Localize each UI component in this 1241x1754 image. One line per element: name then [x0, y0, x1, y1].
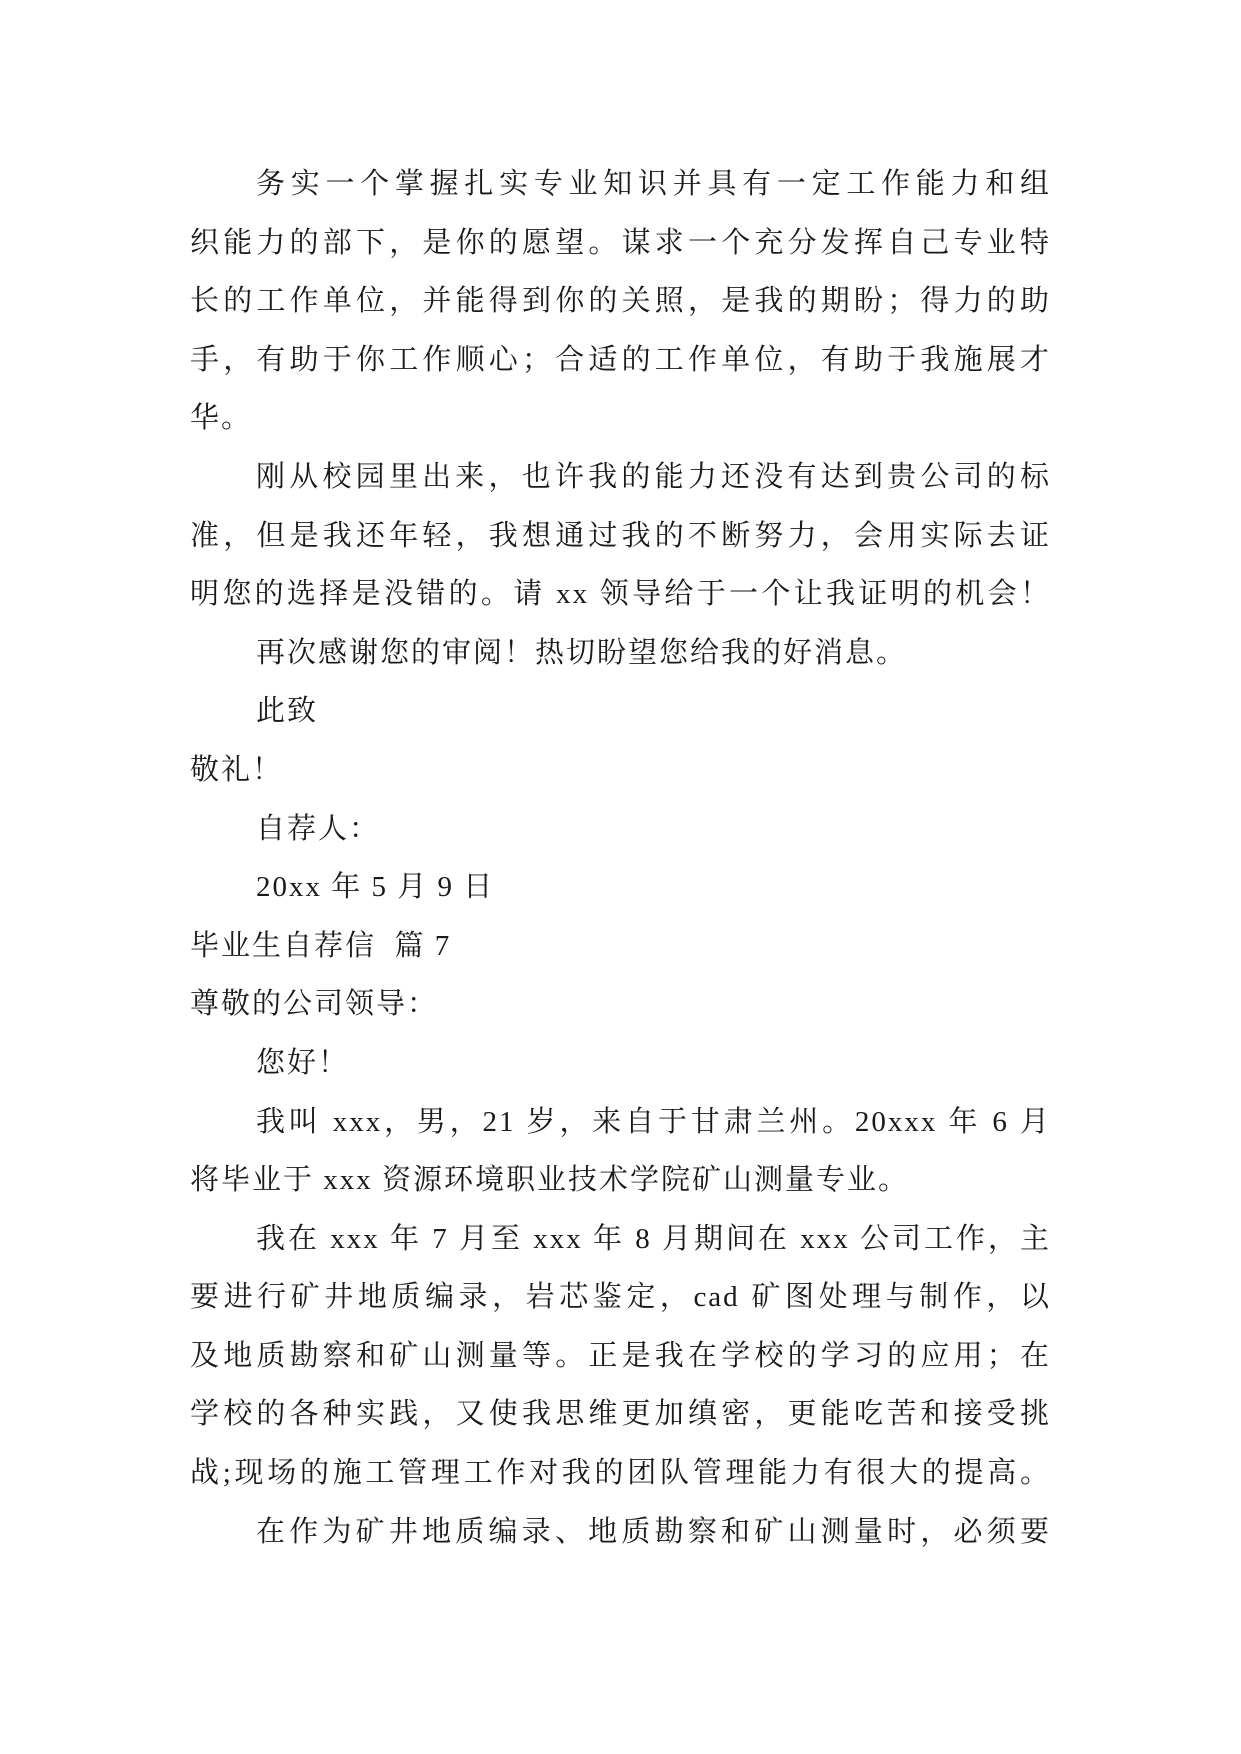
greeting: 您好！ — [256, 1046, 350, 1079]
text-line: 手，有助于你工作顺心；合适的工作单位，有助于我施展才 — [190, 343, 1051, 376]
signer-label: 自荐人： — [256, 812, 381, 845]
regards: 敬礼！ — [190, 753, 284, 786]
text-line: 准，但是我还年轻，我想通过我的不断努力，会用实际去证 — [190, 519, 1051, 552]
text-line: 要进行矿井地质编录，岩芯鉴定，cad 矿图处理与制作，以 — [190, 1281, 1051, 1314]
text-line: 战;现场的施工管理工作对我的团队管理能力有很大的提高。 — [190, 1457, 1051, 1490]
closing-phrase: 此致 — [256, 695, 319, 728]
text-line: 我在 xxx 年 7 月至 xxx 年 8 月期间在 xxx 公司工作，主 — [256, 1222, 1051, 1255]
paragraph — [190, 1093, 1051, 1210]
text-line: 长的工作单位，并能得到你的关照，是我的期盼；得力的助 — [190, 285, 1051, 318]
section-heading: 毕业生自荐信 篇 7 — [190, 929, 452, 962]
text-line: 我叫 xxx，男，21 岁，来自于甘肃兰州。20xxx 年 6 月 — [256, 1105, 1051, 1138]
text-line: 刚从校园里出来，也许我的能力还没有达到贵公司的标 — [256, 460, 1051, 493]
text-line: 在作为矿井地质编录、地质勘察和矿山测量时，必须要 — [256, 1515, 1051, 1548]
paragraph — [190, 1503, 1051, 1562]
paragraph: 再次感谢您的审阅！热切盼望您给我的好消息。 — [256, 636, 908, 669]
text-line: 华。 — [190, 402, 253, 435]
text-line: 明您的选择是没错的。请 xx 领导给于一个让我证明的机会！ — [190, 578, 1051, 611]
text-line: 务实一个掌握扎实专业知识并具有一定工作能力和组 — [256, 168, 1051, 200]
addressee: 尊敬的公司领导： — [190, 988, 439, 1021]
letter-date: 20xx 年 5 月 9 日 — [256, 871, 495, 904]
paragraph — [190, 448, 1051, 624]
document-body — [190, 155, 1051, 1561]
text-line: 织能力的部下，是你的愿望。谋求一个充分发挥自己专业特 — [190, 226, 1051, 259]
paragraph — [190, 155, 1051, 448]
text-line: 学校的各种实践，又使我思维更加缜密，更能吃苦和接受挑 — [190, 1398, 1051, 1431]
paragraph — [190, 1210, 1051, 1503]
text-line: 将毕业于 xxx 资源环境职业技术学院矿山测量专业。 — [190, 1164, 910, 1197]
text-line: 及地质勘察和矿山测量等。正是我在学校的学习的应用；在 — [190, 1339, 1051, 1372]
